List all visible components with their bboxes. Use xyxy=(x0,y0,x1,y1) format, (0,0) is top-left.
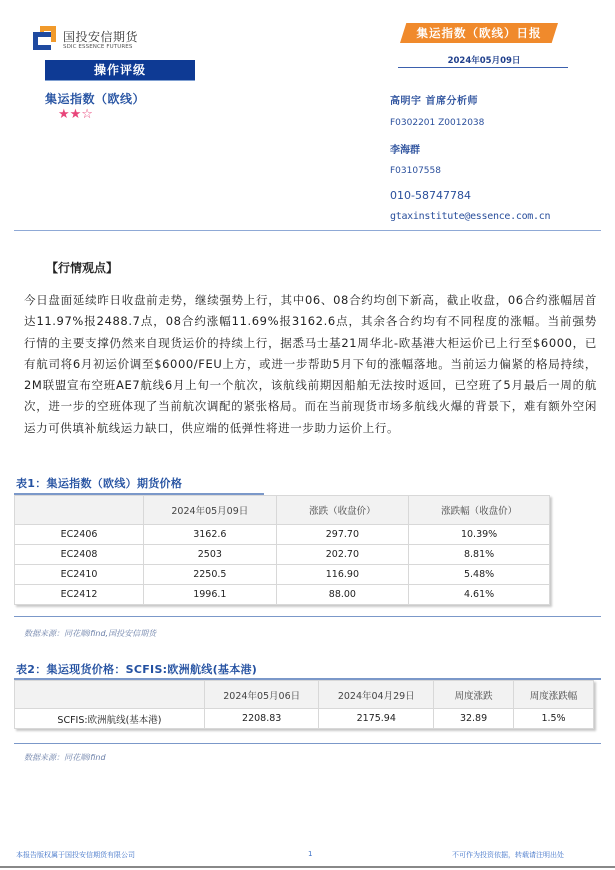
logo-mark-icon xyxy=(33,26,57,50)
table-cell: 1996.1 xyxy=(144,585,277,605)
table-cell: SCFIS:欧洲航线(基本港) xyxy=(15,709,205,729)
table-cell: 202.70 xyxy=(276,545,409,565)
table2-col-header: 2024年05月06日 xyxy=(204,681,319,709)
analyst-2-name: 李海群 xyxy=(390,145,420,156)
report-title-banner xyxy=(400,23,558,43)
logo-en-text: SDIC ESSENCE FUTURES xyxy=(63,44,133,50)
report-date: 2024年05月09日 xyxy=(447,56,521,66)
rating-label: 操作评级 xyxy=(45,60,195,80)
contact-email[interactable]: gtaxinstitute@essence.com.cn xyxy=(390,211,551,222)
table-cell: 2250.5 xyxy=(144,565,277,585)
market-view-paragraph: 今日盘面延续昨日收盘前走势，继续强势上行，其中06、08合约均创下新高，截止收盘，06合约涨幅居首达11.97%报2488.7点，08合约涨幅11.69%报3162.6点，其余各合约均有不同程度的涨幅。当前强势行情的主要支撑仍然来自现货运价的持续上行，据悉马士基21周华北-欧基港大柜运价已上行至$6000，已有航司将6月初运价调至$6000/FEU上方，或进一步帮助5月下旬的涨幅落地。当前运力偏紧的格局持续，2M联盟宣布空班AE7航线6月上旬一个航次，该航线前期因船舶无法按时返回，已空班了5月最后一周的航次，进一步的空班体现了当前航次调配的紧张格局。而在当前现货市场多航线火爆的背景下，难有额外空闲运力可供填补航线运力缺口，供应端的低弹性将进一步助力运价上行。 xyxy=(24,293,597,435)
market-view-heading: 【行情观点】 xyxy=(46,261,119,275)
table1-caption: 表1：集运指数（欧线）期货价格 xyxy=(16,477,183,490)
footer-copyright: 本报告版权属于国投安信期货有限公司 xyxy=(16,851,135,859)
company-logo xyxy=(33,26,143,52)
table2-col-header: 2024年04月29日 xyxy=(319,681,434,709)
table-cell: 10.39% xyxy=(409,525,550,545)
table2-col-header: 周度涨跌幅 xyxy=(514,681,594,709)
table2-col-header xyxy=(15,681,205,709)
table-row xyxy=(15,709,594,729)
table-cell: EC2412 xyxy=(15,585,144,605)
spot-price-table xyxy=(14,680,594,729)
table2-col-header: 周度涨跌 xyxy=(434,681,514,709)
report-title: 集运指数（欧线）日报 xyxy=(416,26,542,40)
analyst-2-ids: F03107558 xyxy=(390,166,441,176)
table2-source: 数据来源：同花顺ifind xyxy=(24,753,106,762)
table-row xyxy=(15,565,550,585)
rating-subject: 集运指数（欧线） xyxy=(45,92,146,106)
header-divider xyxy=(14,230,601,231)
table-cell: EC2410 xyxy=(15,565,144,585)
analyst-1-name: 高明宇 首席分析师 xyxy=(390,96,478,107)
table-cell: 8.81% xyxy=(409,545,550,565)
table-cell: 116.90 xyxy=(276,565,409,585)
table2-header-row xyxy=(15,681,594,709)
table-cell: 297.70 xyxy=(276,525,409,545)
futures-price-table-cols xyxy=(14,495,550,605)
table-cell: 2503 xyxy=(144,545,277,565)
table-cell: 32.89 xyxy=(434,709,514,729)
table-cell: 88.00 xyxy=(276,585,409,605)
table-cell: EC2408 xyxy=(15,545,144,565)
table2-bottom-rule xyxy=(14,743,601,744)
table-cell: 1.5% xyxy=(514,709,594,729)
rating-divider xyxy=(45,80,195,81)
analyst-1-ids: F0302201 Z0012038 xyxy=(390,118,485,128)
date-divider xyxy=(398,67,568,68)
table-cell: 2175.94 xyxy=(319,709,434,729)
rating-stars-icon: ★★☆ xyxy=(58,107,93,122)
table-cell: 5.48% xyxy=(409,565,550,585)
table-cell: 3162.6 xyxy=(144,525,277,545)
table-row xyxy=(15,525,550,545)
table-cell: 2208.83 xyxy=(204,709,319,729)
table1-bottom-rule xyxy=(14,616,601,617)
footer-page-number: 1 xyxy=(308,850,313,858)
table-row xyxy=(15,545,550,565)
table1-col-header xyxy=(15,496,144,525)
table1-header-row xyxy=(15,496,550,525)
table-cell: EC2406 xyxy=(15,525,144,545)
footer-disclaimer: 不可作为投资依据，转载请注明出处 xyxy=(452,851,564,859)
table2-caption: 表2：集运现货价格：SCFIS:欧洲航线(基本港) xyxy=(16,663,258,676)
table-cell: 4.61% xyxy=(409,585,550,605)
table1-col-header: 2024年05月09日 xyxy=(144,496,277,525)
table1-source: 数据来源：同花顺ifind,国投安信期货 xyxy=(24,629,157,638)
logo-cn-text: 国投安信期货 xyxy=(63,30,139,44)
contact-phone: 010-58747784 xyxy=(390,189,471,202)
footer-divider xyxy=(0,866,615,868)
table-row xyxy=(15,585,550,605)
table1-col-header: 涨跌幅（收盘价） xyxy=(409,496,550,525)
table1-col-header: 涨跌（收盘价） xyxy=(276,496,409,525)
